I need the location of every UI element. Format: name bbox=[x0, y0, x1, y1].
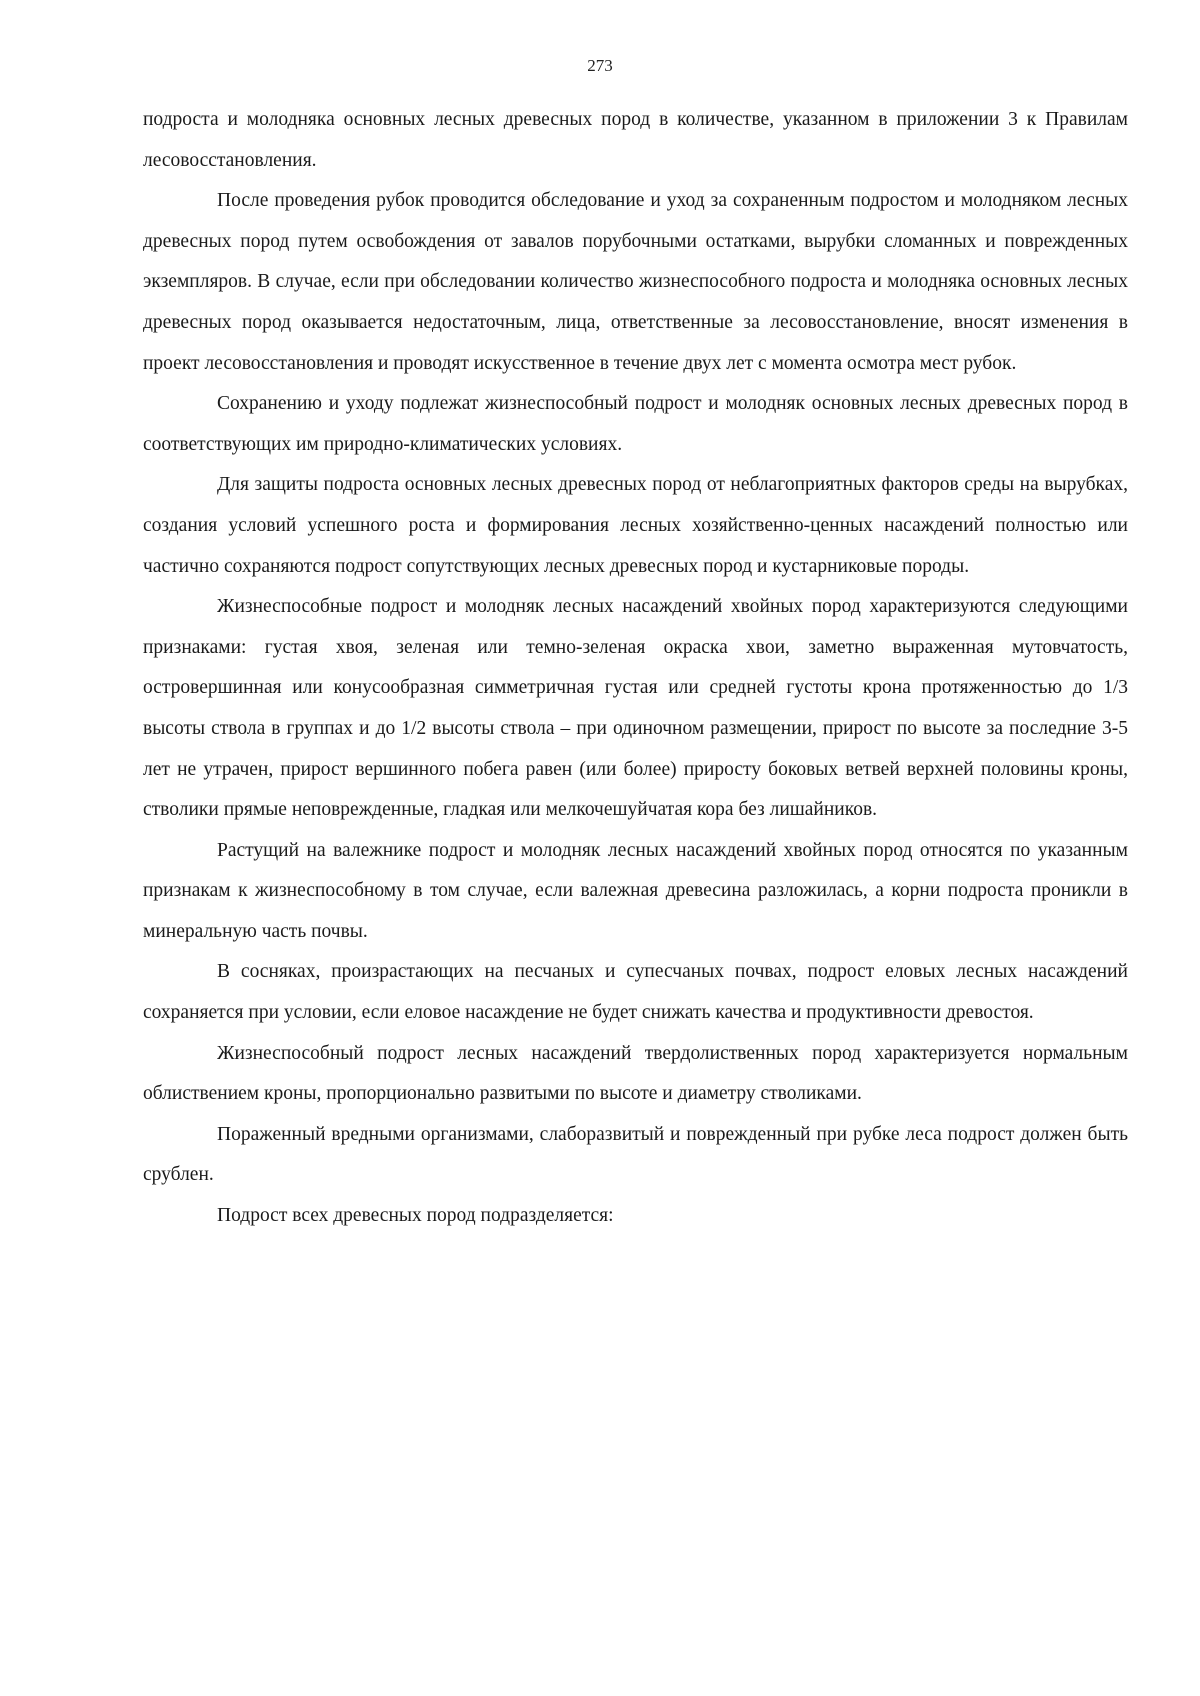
paragraph-3: Сохранению и уходу подлежат жизнеспособный подрост и молодняк основных лесных древесных пород в соответствующих им природно-климатических условиях. bbox=[143, 393, 1128, 455]
paragraph-5: Жизнеспособные подрост и молодняк лесных насаждений хвойных пород характеризуются следующими признаками: густая хвоя, зеленая или темно-зеленая окраска хвои, заметно выраженная мутовчатость, островершинная или конусообразная симметричная густая или средней густоты крона протяженностью до 1/3 высоты ствола в группах и до 1/2 высоты ствола – при одиночном размещении, прирост по высоте за последние 3-5 лет не утрачен, прирост вершинного побега равен (или более) приросту боковых ветвей верхней половины кроны, стволики прямые неповрежденные, гладкая или мелкочешуйчатая кора без лишайников. bbox=[143, 596, 1128, 821]
paragraph-9: Пораженный вредными организмами, слаборазвитый и поврежденный при рубке леса подрост должен быть срублен. bbox=[143, 1123, 1128, 1186]
paragraph-2: После проведения рубок проводится обследование и уход за сохраненным подростом и молодняком лесных древесных пород путем освобождения от завалов порубочными остатками, вырубки сломанных и поврежденных экземпляров. В случае, если при обследовании количество жизнеспособного подроста и молодняка основных лесных древесных пород оказывается недостаточным, лица, ответственные за лесовосстановление, вносят изменения в проект лесовосстановления и проводят искусственное в течение двух лет с момента осмотра мест рубок. bbox=[143, 190, 1128, 374]
page-number: 273 bbox=[587, 56, 613, 75]
paragraph-4: Для защиты подроста основных лесных древесных пород от неблагоприятных факторов среды на вырубках, создания условий успешного роста и формирования лесных хозяйственно-ценных насаждений полностью или частично сохраняются подрост сопутствующих лесных древесных пород и кустарниковые породы. bbox=[143, 474, 1128, 577]
document-body bbox=[143, 100, 1128, 1237]
paragraph-8: Жизнеспособный подрост лесных насаждений твердолиственных пород характеризуется нормальным облиствением кроны, пропорционально развитыми по высоте и диаметру стволиками. bbox=[143, 1042, 1128, 1105]
paragraph-7: В сосняках, произрастающих на песчаных и супесчаных почвах, подрост еловых лесных насаждений сохраняется при условии, если еловое насаждение не будет снижать качества и продуктивности древостоя. bbox=[143, 961, 1128, 1024]
paragraph-6: Растущий на валежнике подрост и молодняк лесных насаждений хвойных пород относятся по указанным признакам к жизнеспособному в том случае, если валежная древесина разложилась, а корни подроста проникли в минеральную часть почвы. bbox=[143, 839, 1128, 942]
paragraph-1: подроста и молодняка основных лесных древесных пород в количестве, указанном в приложении 3 к Правилам лесовосстановления. bbox=[143, 109, 1128, 171]
paragraph-10: Подрост всех древесных пород подразделяется: bbox=[217, 1205, 614, 1227]
